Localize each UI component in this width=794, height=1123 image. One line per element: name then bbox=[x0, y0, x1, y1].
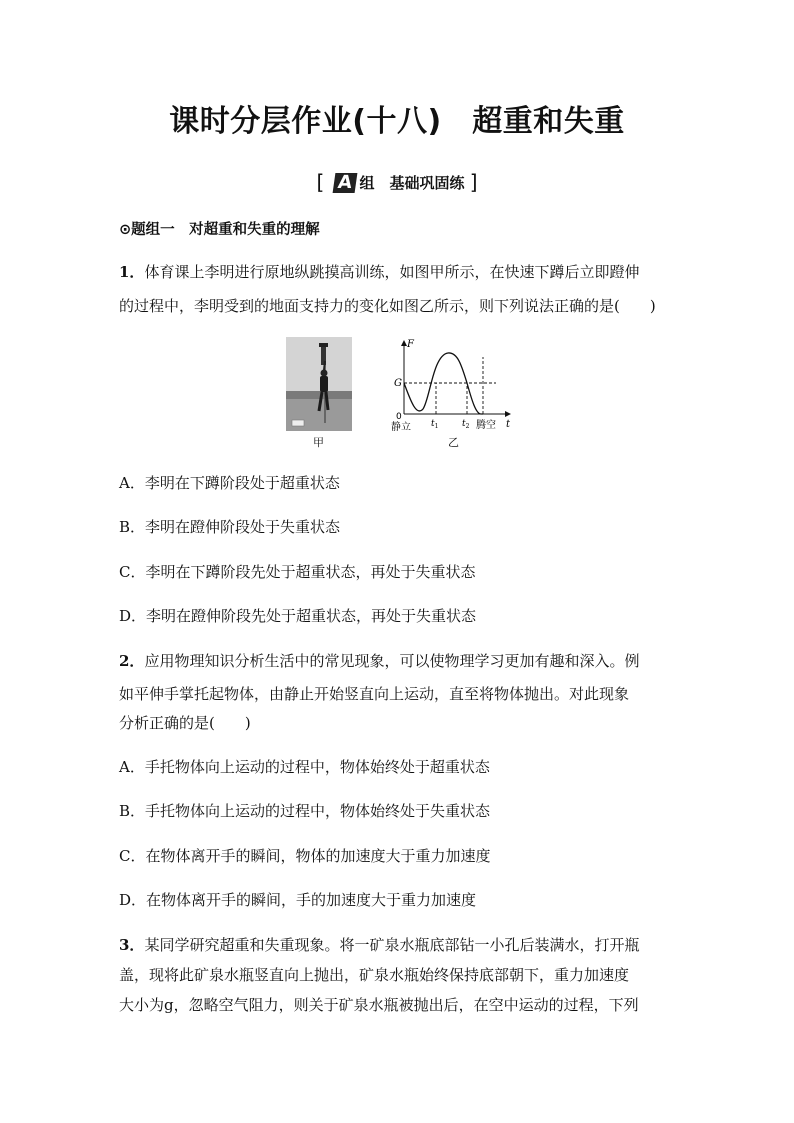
bracket-open: [ bbox=[316, 170, 325, 194]
topic-text: 题组一 对超重和失重的理解 bbox=[131, 222, 320, 238]
question-2-line-2: 如平伸手掌托起物体，由静止开始竖直向上运动，直至将物体抛出。对此现象 bbox=[119, 685, 630, 703]
question-3-line-1: 3．某同学研究超重和失重现象。将一矿泉水瓶底部钻一小孔后装满水，打开瓶 bbox=[119, 936, 640, 954]
q1-option-b: B．李明在蹬伸阶段处于失重状态 bbox=[119, 518, 341, 536]
bracket-close: ] bbox=[469, 170, 478, 194]
x-axis-label: t bbox=[506, 419, 511, 430]
page-title: 课时分层作业(十八) 超重和失重 bbox=[169, 104, 625, 139]
question-3-line-3: 大小为g，忽略空气阻力，则关于矿泉水瓶被抛出后，在空中运动的过程，下列 bbox=[119, 996, 639, 1014]
question-3-line-2: 盖，现将此矿泉水瓶竖直向上抛出，矿泉水瓶始终保持底部朝下，重力加速度 bbox=[119, 966, 630, 984]
section-header bbox=[0, 170, 794, 194]
figure-yi-caption: 乙 bbox=[448, 436, 459, 449]
question-2-line-3: 分析正确的是( ) bbox=[119, 714, 251, 732]
figure-yi-force-graph bbox=[388, 337, 518, 437]
q1-option-a: A．李明在下蹲阶段处于超重状态 bbox=[119, 474, 340, 492]
question-2-number: 2． bbox=[119, 652, 145, 670]
figure-jia-caption: 甲 bbox=[313, 436, 324, 449]
q2-option-b: B．手托物体向上运动的过程中，物体始终处于失重状态 bbox=[119, 802, 491, 820]
question-1-number: 1． bbox=[119, 263, 145, 281]
jumping-person-photo-icon bbox=[286, 337, 352, 431]
force-curve bbox=[404, 353, 483, 414]
y-axis-label: F bbox=[407, 339, 414, 350]
q2-option-d: D．在物体离开手的瞬间，手的加速度大于重力加速度 bbox=[119, 891, 477, 909]
q1-option-d: D．李明在蹬伸阶段先处于超重状态，再处于失重状态 bbox=[119, 607, 477, 625]
question-1-line-1: 1．体育课上李明进行原地纵跳摸高训练，如图甲所示，在快速下蹲后立即蹬伸 bbox=[119, 263, 640, 281]
q2-option-c: C．在物体离开手的瞬间，物体的加速度大于重力加速度 bbox=[119, 847, 491, 865]
t1-label: $t_1$ bbox=[431, 419, 439, 430]
start-state-label: 静立 bbox=[391, 422, 411, 433]
end-state-label: 腾空 bbox=[476, 420, 496, 431]
question-3-number: 3． bbox=[119, 936, 145, 954]
figure-jia-photo bbox=[286, 337, 352, 431]
origin-label: 0 bbox=[396, 412, 402, 422]
group-letter-badge: A bbox=[332, 173, 357, 193]
t2-label: $t_2$ bbox=[462, 419, 470, 430]
question-2-line-1: 2．应用物理知识分析生活中的常见现象，可以使物理学习更加有趣和深入。例 bbox=[119, 652, 640, 670]
q1-option-c: C．李明在下蹲阶段先处于超重状态，再处于失重状态 bbox=[119, 563, 476, 581]
q2-option-a: A．手托物体向上运动的过程中，物体始终处于超重状态 bbox=[119, 758, 490, 776]
topic-heading bbox=[119, 218, 320, 239]
topic-marker-icon: ⊙ bbox=[119, 222, 132, 238]
group-label: 组 基础巩固练 bbox=[359, 174, 465, 192]
g-label: G bbox=[394, 378, 402, 389]
question-1-line-2: 的过程中，李明受到的地面支持力的变化如图乙所示，则下列说法正确的是( ) bbox=[119, 297, 656, 315]
